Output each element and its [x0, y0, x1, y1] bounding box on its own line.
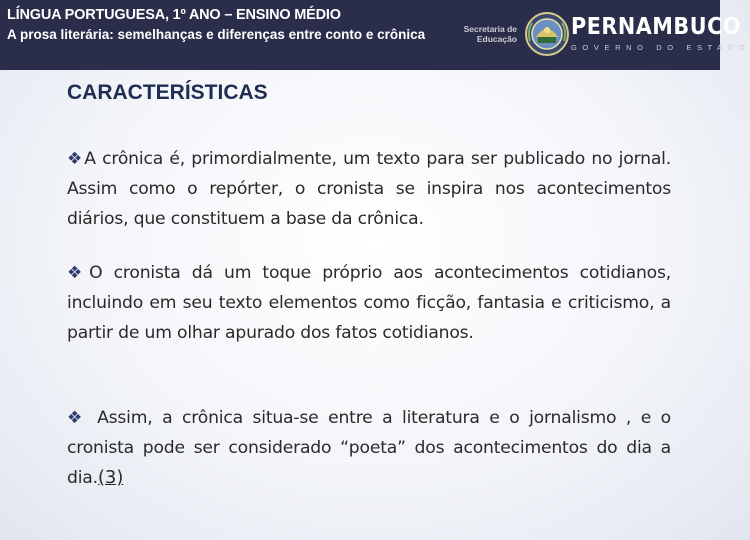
diamond-bullet-icon: ❖ [67, 263, 89, 283]
government-label: GOVERNO DO ESTADO [571, 43, 750, 52]
state-seal-icon [524, 11, 570, 57]
paragraph-2 [67, 258, 671, 348]
diamond-bullet-icon: ❖ [67, 408, 87, 428]
paragraph-2-text: O cronista dá um toque próprio aos acontecimentos cotidianos, incluindo em seu texto elementos como ficção, fantasia e criticismo, a partir de um olhar apurado dos fatos cotidianos. [67, 263, 671, 343]
secretaria-label: Secretaria de Educação [463, 24, 517, 44]
lesson-title: A prosa literária: semelhanças e diferenças entre conto e crônica [7, 27, 426, 42]
header-bar [0, 0, 750, 70]
paragraph-1-text: A crônica é, primordialmente, um texto para ser publicado no jornal. Assim como o repórter, o cronista se inspira nos acontecimentos diários, que constituem a base da crônica. [67, 149, 671, 229]
page-title: CARACTERÍSTICAS [67, 81, 268, 104]
paragraph-3 [67, 403, 671, 493]
paragraph-3-text: Assim, a crônica situa-se entre a literatura e o jornalismo , e o cronista pode ser considerado “poeta” dos acontecimentos do dia a dia. [67, 408, 671, 488]
reference-link[interactable]: (3) [97, 467, 124, 488]
paragraph-1 [67, 144, 671, 234]
state-name: PERNAMBUCO [571, 14, 741, 40]
diamond-bullet-icon: ❖ [67, 149, 84, 169]
course-title: LÍNGUA PORTUGUESA, 1º ANO – ENSINO MÉDIO [7, 7, 341, 23]
header-text [7, 5, 447, 44]
